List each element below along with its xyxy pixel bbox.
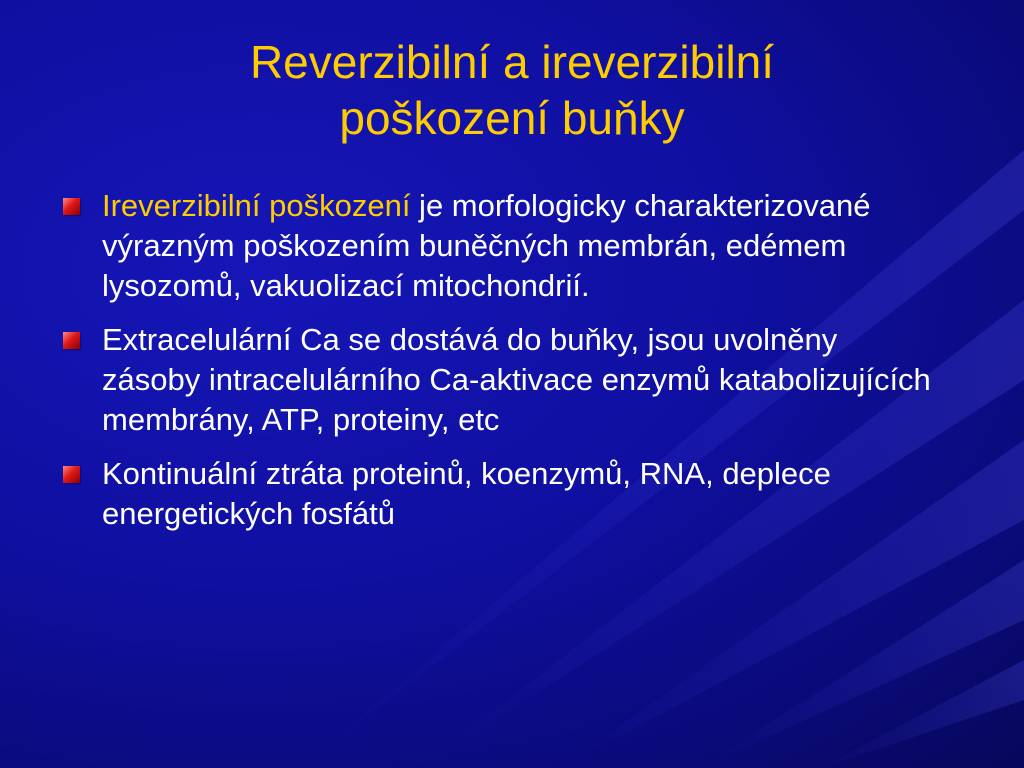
red-square-bullet-icon	[63, 332, 80, 349]
slide-title	[80, 34, 944, 146]
bullet-list	[60, 186, 940, 548]
red-square-bullet-icon	[63, 466, 80, 483]
slide-title-line-1: Reverzibilní a ireverzibilní	[249, 36, 775, 88]
bullet-text: Kontinuální ztráta proteinů, koenzymů, RNA, deplece energetických fosfátů	[102, 456, 831, 531]
red-square-bullet-icon	[63, 198, 80, 215]
slide-title-line-2: poškození buňky	[339, 92, 685, 144]
bullet-highlight: Ireverzibilní poškození	[102, 188, 411, 223]
bullet-text: je morfologicky charakterizované výrazným poškozením buněčných membrán, edémem lysozomů, vakuolizací mitochondrií.	[102, 188, 871, 303]
bullet-item	[60, 186, 940, 306]
bullet-text: Extracelulární Ca se dostává do buňky, jsou uvolněny zásoby intracelulárního Ca-aktivace enzymů katabolizujících membrány, ATP, proteiny, etc	[102, 322, 931, 437]
bullet-item	[60, 454, 940, 534]
bullet-item	[60, 320, 940, 440]
